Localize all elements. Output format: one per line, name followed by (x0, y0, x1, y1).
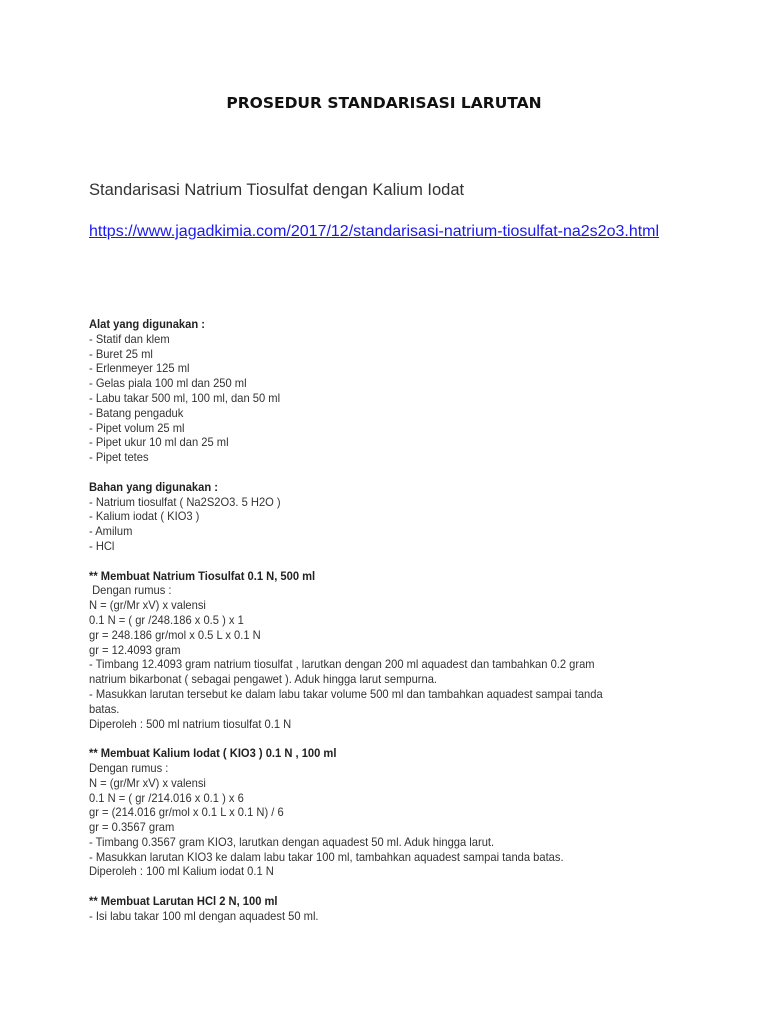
alat-item: - Pipet tetes (89, 450, 149, 465)
iodat-line: - Masukkan larutan KIO3 ke dalam labu takar 100 ml, tambahkan aquadest sampai tanda batas. (89, 849, 564, 864)
tiosulfat-line: - Masukkan larutan tersebut ke dalam labu takar volume 500 ml dan tambahkan aquadest sampai tanda (89, 686, 603, 701)
alat-item: - Statif dan klem (89, 331, 170, 346)
tiosulfat-line: Dengan rumus : (89, 583, 172, 598)
tiosulfat-line: Diperoleh : 500 ml natrium tiosulfat 0.1 N (89, 716, 292, 731)
tiosulfat-line: N = (gr/Mr xV) x valensi (89, 598, 206, 613)
spacer (89, 879, 647, 894)
spacer (89, 465, 647, 480)
alat-item: - Labu takar 500 ml, 100 ml, dan 50 ml (89, 390, 281, 405)
tiosulfat-line: 0.1 N = ( gr /248.186 x 0.5 ) x 1 (89, 612, 244, 627)
alat-item: - Gelas piala 100 ml dan 250 ml (89, 376, 247, 391)
tiosulfat-line: natrium bikarbonat ( sebagai pengawet ). Aduk hingga larut sempurna. (89, 672, 438, 687)
tiosulfat-heading: ** Membuat Natrium Tiosulfat 0.1 N, 500 ml (89, 568, 316, 583)
alat-item: - Pipet ukur 10 ml dan 25 ml (89, 435, 229, 450)
document-title: PROSEDUR STANDARISASI LARUTAN (226, 94, 542, 112)
iodat-line: - Timbang 0.3567 gram KIO3, larutkan dengan aquadest 50 ml. Aduk hingga larut. (89, 834, 495, 849)
hcl-heading: ** Membuat Larutan HCl 2 N, 100 ml (89, 894, 278, 909)
bahan-item: - Amilum (89, 524, 133, 539)
iodat-line: Dengan rumus : (89, 760, 169, 775)
alat-item: - Pipet volum 25 ml (89, 420, 185, 435)
iodat-line: 0.1 N = ( gr /214.016 x 0.1 ) x 6 (89, 790, 244, 805)
tiosulfat-line: - Timbang 12.4093 gram natrium tiosulfat , larutkan dengan 200 ml aquadest dan tambahkan 0.2 gram (89, 657, 595, 672)
tiosulfat-line: batas. (89, 701, 120, 716)
iodat-heading: ** Membuat Kalium Iodat ( KIO3 ) 0.1 N , 100 ml (89, 746, 337, 761)
alat-item: - Buret 25 ml (89, 346, 153, 361)
tiosulfat-line: gr = 12.4093 gram (89, 642, 181, 657)
bahan-item: - Kalium iodat ( KIO3 ) (89, 509, 200, 524)
section-subtitle: Standarisasi Natrium Tiosulfat dengan Kalium Iodat (89, 181, 465, 199)
hcl-line: - Isi labu takar 100 ml dengan aquadest 50 ml. (89, 908, 319, 923)
document-body (89, 317, 647, 924)
bahan-item: - HCl (89, 538, 115, 553)
tiosulfat-line: gr = 248.186 gr/mol x 0.5 L x 0.1 N (89, 627, 261, 642)
iodat-line: gr = (214.016 gr/mol x 0.1 L x 0.1 N) / 6 (89, 805, 284, 820)
bahan-item: - Natrium tiosulfat ( Na2S2O3. 5 H2O ) (89, 494, 281, 509)
alat-item: - Erlenmeyer 125 ml (89, 361, 190, 376)
bahan-heading: Bahan yang digunakan : (89, 479, 218, 494)
spacer (89, 731, 647, 746)
alat-item: - Batang pengaduk (89, 405, 184, 420)
iodat-line: gr = 0.3567 gram (89, 820, 175, 835)
spacer (89, 554, 647, 569)
alat-heading: Alat yang digunakan : (89, 317, 205, 331)
iodat-line: Diperoleh : 100 ml Kalium iodat 0.1 N (89, 864, 274, 879)
iodat-line: N = (gr/Mr xV) x valensi (89, 775, 206, 790)
source-link[interactable]: https://www.jagadkimia.com/2017/12/standarisasi-natrium-tiosulfat-na2s2o3.html (89, 223, 660, 240)
